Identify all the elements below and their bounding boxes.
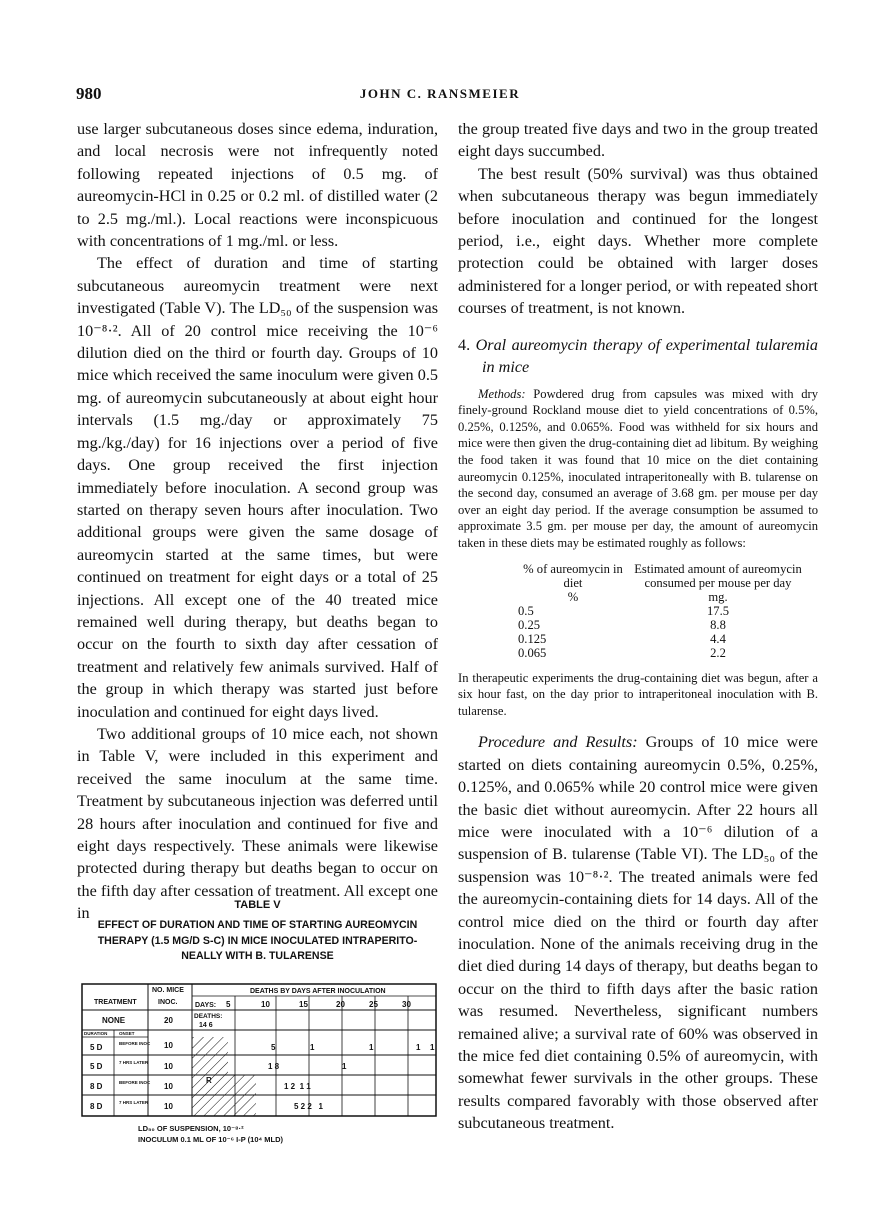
row1-mice: 10 — [164, 1041, 173, 1050]
days-label: DAYS: — [195, 1002, 217, 1009]
day-tick-20: 20 — [336, 1000, 345, 1009]
procedure-paragraph — [458, 731, 818, 1134]
dose-row — [518, 618, 808, 632]
treatment-hatch-row1 — [192, 1037, 228, 1055]
row1-onset: BEFORE INOC — [119, 1041, 151, 1046]
row2-d1: 1 8 — [268, 1062, 280, 1071]
row1-d5: 1 — [430, 1043, 435, 1052]
methods-block — [458, 386, 818, 552]
dose-unit-pct: % — [567, 589, 579, 604]
dose-row — [518, 604, 808, 618]
methods-label: Methods: — [478, 386, 526, 401]
row4-onset: 7 HRS LATER — [119, 1100, 149, 1105]
dose-mg: 8.8 — [710, 617, 726, 632]
row1-d2: 1 — [310, 1043, 315, 1052]
paragraph-best-result: The best result (50% survival) was thus obtained when subcutaneous therapy was begun immediately before inoculation and continued for the longest period, i.e., eight days. Whether more complete protection could be obtained with larger doses administered for a longer period, or with repeated short courses of treatment, is not known. — [458, 164, 818, 318]
treatment-hatch-row2 — [192, 1055, 228, 1075]
row1-d1: 5 — [271, 1043, 276, 1052]
methods-text: Powdered drug from capsules was mixed with dry finely-ground Rockland mouse diet to yield concentrations of 0.5%, 0.25%, 0.125%, and 0.065%. Food was withheld for six hours and mice were then given the drug-containing diet ad libitum. By weighing the food taken it was found that 10 mice on the diet containing aureomycin 0.125%, inoculated intraperitoneally with B. tularense on the second day, consumed an average of 3.68 gm. per mouse per day over an eight day period. If the average consumption be assumed to approximate 3.5 gm. per mouse per day, the amount of aureomycin taken in these diets may be estimated roughly as follows: — [458, 386, 818, 550]
row3-mark: R — [206, 1076, 212, 1085]
treatment-hatch-row4 — [192, 1095, 256, 1116]
row3-mice: 10 — [164, 1082, 173, 1091]
dose-row — [518, 646, 808, 660]
row2-mice: 10 — [164, 1062, 173, 1071]
dose-mg: 4.4 — [710, 631, 726, 646]
subhead-duration: DURATION — [84, 1031, 108, 1036]
dose-pct: 0.065 — [518, 645, 547, 660]
row1-d3: 1 — [369, 1043, 374, 1052]
treatment-hatch-row3 — [192, 1075, 256, 1095]
col-deaths-by-days: DEATHS BY DAYS AFTER INOCULATION — [250, 988, 386, 995]
section-title: Oral aureomycin therapy of experimental tularemia in mice — [475, 335, 818, 376]
row3-onset: BEFORE INOC — [119, 1080, 151, 1085]
dose-header-mg: Estimated amount of aureomycin consumed per mouse per day — [634, 561, 802, 590]
procedure-text: Groups of 10 mice were started on diets containing aureomycin 0.5%, 0.25%, 0.125%, and 0.065% while 20 control mice were given the basic diet without aureomycin. After 22 hours all mice were inoculated with a 10⁻⁶ dilution of a suspension of B. tularense (Table VI). The LD₅₀ of the suspension was 10⁻⁸·². The treated animals were fed the aureomycin-containing diets for 14 days. All of the control mice died on the third or fourth day after inoculation. None of the animals receiving drug in the diet died during 14 days of therapy, but deaths began to occur on the third to fifth days after the basic ration was resumed. Nevertheless, significant numbers remained alive; a survival rate of 60% was observed in the mice fed diet containing 0.5% of aureomycin, with somewhat fewer survivals in the other groups. These results compared favorably with those observed after subcutaneous treatment. — [458, 733, 818, 1133]
row3-treatment: 8 D — [90, 1082, 103, 1091]
row3-deaths: 1 2 1 1 — [284, 1082, 311, 1091]
col-inoc: INOC. — [158, 999, 178, 1006]
table-v-footnote-ld50: LD₅₀ OF SUSPENSION, 10⁻⁸·² — [138, 1124, 244, 1133]
dose-mg: 17.5 — [706, 603, 730, 618]
row2-d2: 1 — [342, 1062, 347, 1071]
dose-pct: 0.125 — [518, 631, 547, 646]
paragraph-local-reactions: use larger subcutaneous doses since edema, induration, and local necrosis were not infrequently noted following repeated injections of 0.5 mg. of aureomycin-HCl in 0.25 or 0.2 ml. of distilled water (2 to 2.5 mg./ml.). Local reactions were inconspicuous with concentrations of 1 mg./ml. or less. — [77, 120, 438, 251]
row2-treatment: 5 D — [90, 1062, 103, 1071]
section-number: 4. — [458, 335, 471, 354]
row-none-treatment: NONE — [102, 1016, 126, 1025]
dose-pct: 0.5 — [518, 603, 534, 618]
dose-unit-mg: mg. — [708, 589, 728, 604]
row4-treatment: 8 D — [90, 1102, 103, 1111]
day-tick-25: 25 — [369, 1000, 378, 1009]
running-header-author: JOHN C. RANSMEIER — [359, 86, 521, 101]
row1-d4: 1 — [416, 1043, 421, 1052]
therapeutic-paragraph: In therapeutic experiments the drug-containing diet was begun, after a six hour fast, on the day prior to intraperitoneal inoculation with B. tularense. — [458, 670, 818, 718]
dose-row — [518, 632, 808, 646]
left-column — [77, 118, 438, 925]
day-tick-15: 15 — [299, 1000, 308, 1009]
table-v-footnote-inoculum: INOCULUM 0.1 ML OF 10⁻⁶ I-P (10⁴ MLD) — [138, 1135, 284, 1144]
col-treatment: TREATMENT — [94, 999, 137, 1006]
dose-header-pct: % of aureomycin in diet — [523, 561, 623, 590]
table-v-grid — [80, 982, 440, 1122]
day-tick-30: 30 — [402, 1000, 411, 1009]
dose-estimate-table — [518, 562, 808, 660]
dose-mg: 2.2 — [710, 645, 726, 660]
day-tick-5: 5 — [226, 1000, 231, 1009]
section-heading-oral-therapy — [458, 334, 818, 378]
paragraph-group-succumbed: the group treated five days and two in the group treated eight days succumbed. — [458, 120, 818, 161]
col-no-mice: NO. MICE — [152, 987, 184, 994]
row4-deaths: 5 2 2 1 — [294, 1102, 323, 1111]
table-v-title: TABLE V — [234, 899, 281, 911]
day-tick-10: 10 — [261, 1000, 270, 1009]
subhead-onset: ONSET — [119, 1031, 135, 1036]
deaths-label: DEATHS: — [194, 1013, 223, 1020]
row4-mice: 10 — [164, 1102, 173, 1111]
table-v-footnotes — [138, 1123, 283, 1145]
row2-onset: 7 HRS LATER — [119, 1060, 149, 1065]
therapeutic-note — [458, 670, 818, 720]
procedure-label: Procedure and Results: — [478, 733, 638, 752]
right-column — [458, 118, 818, 1135]
paragraph-duration-effect: The effect of duration and time of starting subcutaneous aureomycin treatment were next investigated (Table V). The LD₅₀ of the suspension was 10⁻⁸·². All of 20 control mice receiving the 10⁻⁶ dilution died on the third or fourth day. Groups of 10 mice which received the same inoculum were given 0.5 mg. of aureomycin subcutaneously at about eight hour intervals (1.5 mg./day or approximately 75 mg./kg./day) for 16 injections over a period of five days. One group received the first injection immediately before inoculation. A second group was started on therapy seven hours after inoculation. Two additional groups were given the same dosage of aureomycin started at the same times, but were continued on treatment for eight days or a total of 25 injections. All except one of the 40 treated mice remained well during therapy, but deaths began to occur on the fourth to sixth day after cessation of treatment and relatively few animals survived. Half of the group in which therapy was started just before inoculation and continued for eight days lived. — [77, 254, 438, 721]
row-none-deaths: 14 6 — [199, 1022, 213, 1029]
table-v-caption: EFFECT OF DURATION AND TIME OF STARTING AUREOMYCIN THERAPY (1.5 MG/D S-C) IN MICE INOCULATED INTRAPERITO-NEALLY WITH B. TULARENSE — [97, 919, 418, 962]
page-number: 980 — [76, 84, 102, 103]
methods-paragraph — [458, 386, 818, 552]
dose-pct: 0.25 — [518, 617, 541, 632]
paragraph-additional-groups: Two additional groups of 10 mice each, not shown in Table V, were included in this experiment and received the same inoculum at the same time. Treatment by subcutaneous injection was deferred until 28 hours after inoculation and continued for five and eight days respectively. These animals were likewise protected during therapy but deaths began to occur on the fifth day after cessation of treatment. All except one in — [77, 724, 438, 923]
row-none-mice: 20 — [164, 1016, 173, 1025]
row1-treatment: 5 D — [90, 1043, 103, 1052]
